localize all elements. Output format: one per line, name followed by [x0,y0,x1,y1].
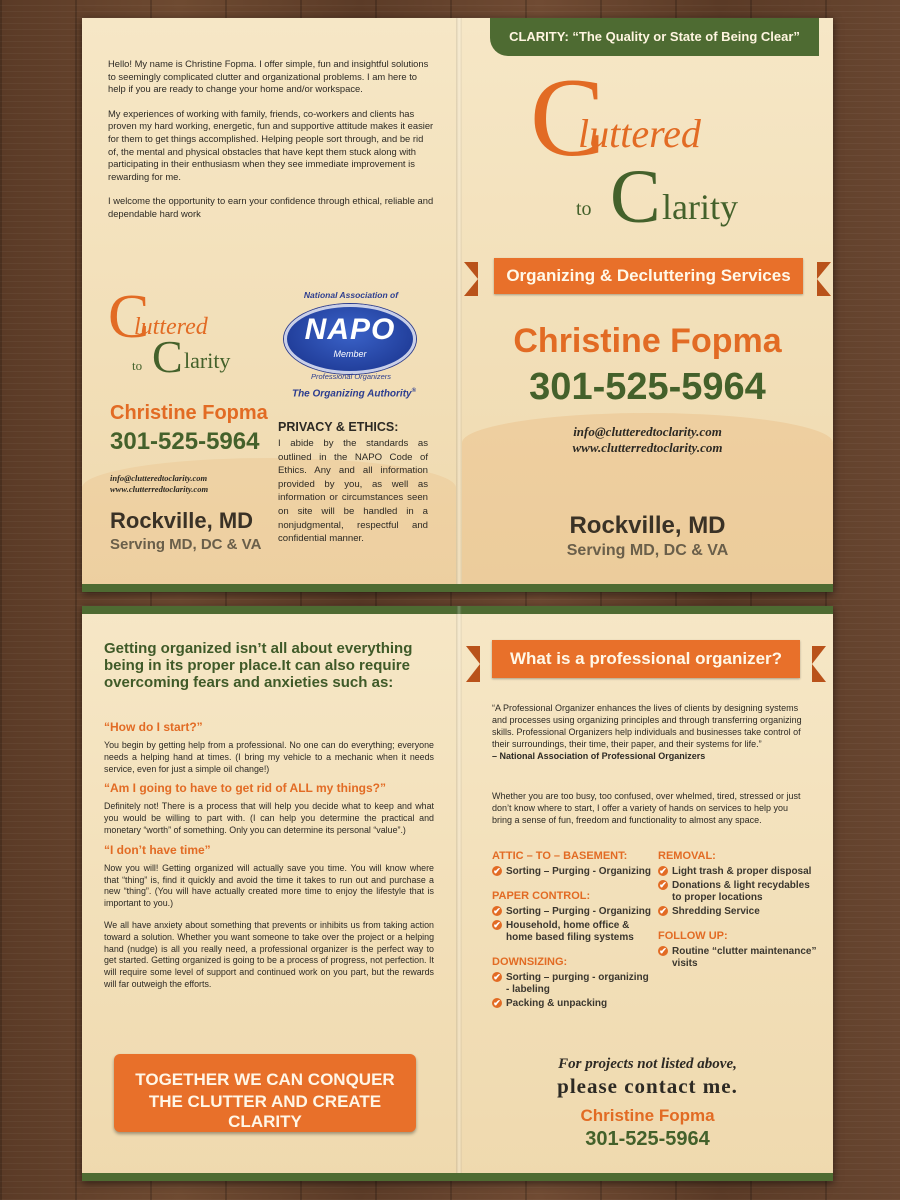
quote-text: “A Professional Organizer enhances the lives of clients by designing systems and processes using organizing principles and through transferring organizing skills. Professional Organizers help individuals and businesses take control of their surroundings, their time, their paper, and their systems for life.” [492,703,802,749]
closing-name: Christine Fopma [580,1106,715,1125]
logo-word: luttered [578,111,701,156]
faq-answer: Now you will! Getting organized will actually save you time. You will know where that “thing” is, find it quickly and avoid the time it takes to run out and purchase a new “thing”. (You will have actually created more time to enjoy the lifestyle that is important to you.) [104,862,434,909]
logo-letter-c: C [152,331,183,382]
logo-word: larity [662,187,738,227]
contact-phone: 301-525-5964 [110,428,260,455]
organizer-ribbon [466,632,826,692]
service-list [492,972,652,1010]
services-column-right [658,850,818,972]
privacy-heading: PRIVACY & ETHICS: [278,420,399,434]
service-item: ✔ Light trash & proper disposal [658,866,818,878]
logo-to: to [576,198,592,220]
service-item: ✔ Donations & light recydables to proper locations [658,880,818,904]
service-list [492,866,652,878]
faq-list [104,720,434,991]
logo-letter-c: C [530,56,605,180]
page-bottom-bar [82,1173,833,1181]
service-section [492,956,652,1010]
napo-bottom-arc: Professional Organizers [310,372,392,381]
faq-answer: You begin by getting help from a professional. No one can do everything; everyone needs a helping hand at times. (I bring my vehicle to a mechanic when it needs service, even for just a simple oil change!) [104,740,434,774]
cta-box [114,1054,416,1132]
service-item: ✔ Sorting – Purging - Organizing [492,866,652,878]
closing-phone: 301-525-5964 [585,1128,710,1150]
ribbon-tail-left [464,262,478,296]
service-section [492,890,652,944]
napo-acronym: NAPO [304,313,396,346]
intro-paragraph: I welcome the opportunity to earn your confidence through ethical, reliable and dependable hard work [108,195,434,219]
contact-prompt-line: please contact me. [557,1074,738,1098]
logo-word: larity [184,348,231,373]
clarity-definition-tab: CLARITY: “The Quality or State of Being Clear” [490,18,819,56]
services-banner: Organizing & Decluttering Services [494,258,803,294]
company-logo-small [108,283,258,386]
intro-paragraph: My experiences of working with family, friends, co-workers and clients has proven my hard working, energetic, fun and supportive attitude makes it easier for them to get things accomplished. Helping people sort through, and be rid of, the mental and physical obstacles that have kept them stuck along with participating in their enthusiasm when they see immediate improvement is rewarding for me. [108,107,434,182]
logo-letter-c: C [108,283,150,351]
privacy-text: I abide by the standards as outlined in the NAPO Code of Ethics. Any and all information provided by you, as well as information or circumstances seen on site will be handled in a nonjudgmental, respectful and confidential manner. [278,438,428,545]
ribbon-tail-right [817,262,831,296]
services-ribbon [464,254,833,302]
service-section-title: DOWNSIZING: [492,956,568,968]
ribbon-tail-right [812,646,826,682]
organizer-banner: What is a professional organizer? [492,640,800,678]
brochure-inside-spread [82,606,833,1181]
contact-email-large[interactable]: info@clutteredtoclarity.com [573,424,722,439]
faq-question: “How do I start?” [104,720,203,734]
contact-name: Christine Fopma [110,402,268,424]
services-paragraph: Whether you are too busy, too confused, over whelmed, tired, stressed or just don’t know where to start, I offer a variety of hands on services to help you bring a sense of fun, freedom and functionality to almost any space. [492,791,801,825]
contact-name-large: Christine Fopma [513,322,782,360]
brochure-outside-spread [82,18,833,592]
service-section-title: REMOVAL: [658,850,716,862]
intro-paragraph: Hello! My name is Christine Fopma. I offer simple, fun and insightful solutions to seemingly complicated clutter and organizational problems. I am here to help if you are ready to change your home and/or workspace. [108,58,429,95]
service-item: ✔ Sorting – Purging - Organizing [492,906,652,918]
service-section-title: PAPER CONTROL: [492,890,591,902]
contact-email[interactable]: info@clutteredtoclarity.com [110,473,208,483]
contact-prompt-line: For projects not listed above, [558,1056,737,1072]
service-section-title: FOLLOW UP: [658,930,728,942]
napo-tagline [274,388,434,399]
napo-oval [284,304,416,374]
service-list [492,906,652,944]
location-city-large: Rockville, MD [569,512,726,539]
ribbon-tail-left [466,646,480,682]
faq-item [104,720,434,775]
service-list [658,946,818,970]
quote-source: – National Association of Professional Organizers [492,751,706,761]
napo-badge [272,290,432,402]
napo-registered-mark: ® [411,388,417,394]
logo-to: to [132,358,143,373]
faq-answer: Definitely not! There is a process that will help you decide what to keep and what you would be willing to part with. (I can help you determine the practical and monetary “worth” of something. Only you can determine its personal “value”.) [104,801,434,835]
faq-item [104,781,434,836]
contact-website-large[interactable]: www.clutterredtoclarity.com [572,440,723,455]
service-item: ✔ Routine “clutter maintenance” visits [658,946,818,970]
service-item: ✔ Household, home office & home based filing systems [492,920,652,944]
service-item: ✔ Sorting – purging - organizing - labeling [492,972,652,996]
napo-member: Member [333,349,367,359]
napo-tagline-text: The Organizing Authority [291,388,412,400]
logo-word: luttered [134,314,208,340]
intro-text-block [108,58,434,221]
faq-item [104,843,434,910]
service-item: ✔ Shredding Service [658,906,818,918]
services-column-left [492,850,652,1012]
service-area-large: Serving MD, DC & VA [566,542,729,559]
logo-letter-c: C [610,155,661,239]
service-section [658,850,818,918]
service-item: ✔ Packing & unpacking [492,998,652,1010]
service-list [658,866,818,918]
cta-line: THE CLUTTER AND CREATE CLARITY [148,1092,382,1131]
company-logo-large [530,56,810,240]
location-city: Rockville, MD [110,508,254,533]
service-section-title: ATTIC – TO – BASEMENT: [492,850,628,862]
closing-paragraph: We all have anxiety about something that prevents or inhibits us from taking action toward a solution. Whether you want someone to take over the project or a helping hand (nudge) is all you really need, a professional organizer is the perfect way to get started. Getting organized is going to be a process of progress, not perfection. It will require some level of support and continued work on you part, but the rewards will far outweigh the efforts. [104,919,434,989]
service-section [492,850,652,878]
faq-question: “I don’t have time” [104,842,211,857]
faq-question: “Am I going to have to get rid of ALL my things?” [104,781,386,796]
contact-website[interactable]: www.clutterredtoclarity.com [110,484,209,494]
page-bottom-bar [82,584,833,592]
service-area: Serving MD, DC & VA [110,536,262,553]
service-section [658,930,818,970]
napo-arc-text: National Association of [303,290,399,300]
contact-phone-large: 301-525-5964 [529,366,766,408]
napo-quote [492,702,812,762]
cta-line: TOGETHER WE CAN CONQUER [135,1070,395,1089]
inside-headline: Getting organized isn’t all about everything being in its proper place.It can also require overcoming fears and anxieties such as: [104,640,413,691]
